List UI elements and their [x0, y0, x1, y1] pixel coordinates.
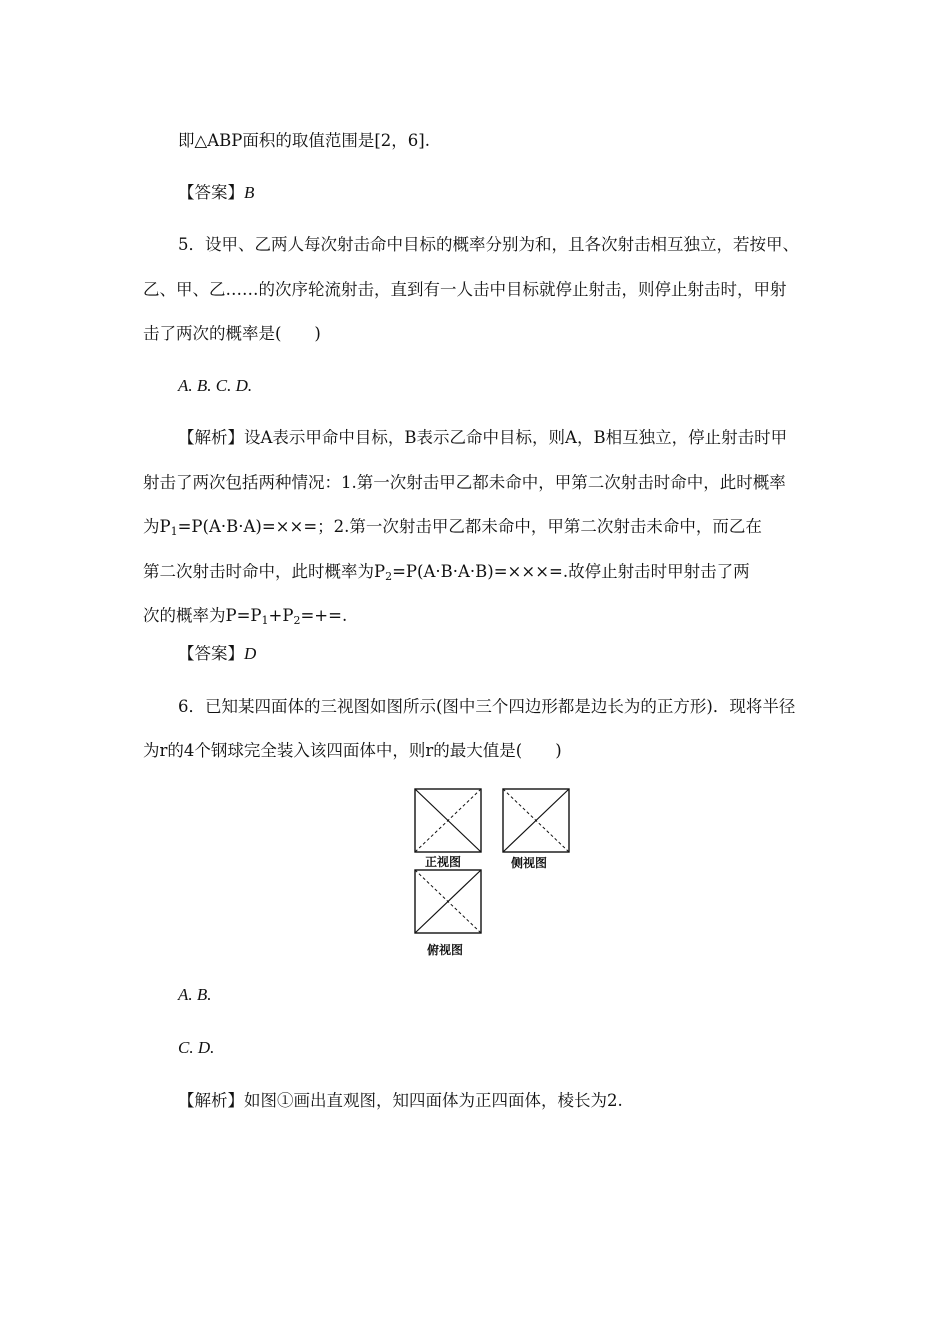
- answer-label: 【答案】: [178, 644, 244, 663]
- solution-label: 【解析】: [178, 428, 244, 447]
- top-view-label: 俯视图: [427, 943, 464, 957]
- subscript: 1: [170, 525, 178, 538]
- question-6-options-ab: A. B.: [178, 985, 212, 1004]
- question-6-options-cd: C. D.: [178, 1038, 215, 1057]
- text-segment: =P(A·B·A·B)=×××=.故停止射击时甲射击了两: [392, 562, 750, 581]
- solution-text: 如图①画出直观图，知四面体为正四面体，棱长为2.: [244, 1091, 623, 1110]
- answer-line: [178, 643, 256, 665]
- subscript: 2: [385, 570, 393, 583]
- solution-label: 【解析】: [178, 1091, 244, 1110]
- text-line: 即△ABP面积的取值范围是[2，6].: [178, 131, 430, 150]
- answer-value: B: [244, 183, 255, 202]
- solution-5-line-4: [143, 561, 750, 583]
- answer-label: 【答案】: [178, 183, 244, 202]
- text-segment: 次的概率为P=P: [143, 606, 262, 625]
- question-5-line-2: 乙、甲、乙……的次序轮流射击，直到有一人击中目标就停止射击，则停止射击时，甲射: [143, 280, 787, 299]
- text-segment: 第二次射击时命中，此时概率为P: [143, 562, 386, 581]
- top-view: [415, 870, 481, 957]
- text-segment: +P: [268, 606, 294, 625]
- three-view-figure: [410, 784, 590, 964]
- text-segment: =+=.: [300, 606, 348, 625]
- solution-5-line-1: [178, 427, 787, 449]
- text-segment: =P(A·B·A)=××=；2.第一次射击甲乙都未命中，甲第二次射击未命中，而乙在: [177, 517, 762, 536]
- question-6-line-1: 6．已知某四面体的三视图如图所示(图中三个四边形都是边长为的正方形)．现将半径: [178, 697, 796, 716]
- question-5-line-3: 击了两次的概率是( ): [143, 324, 321, 343]
- question-6-line-2: 为r的4个钢球完全装入该四面体中，则r的最大值是( ): [143, 741, 562, 760]
- subscript: 1: [261, 614, 269, 627]
- side-view-label: 侧视图: [511, 856, 548, 870]
- solution-5-line-5: [143, 605, 347, 627]
- solution-text: 设A表示甲命中目标，B表示乙命中目标，则A，B相互独立，停止射击时甲: [244, 428, 788, 447]
- solution-6-line-1: [178, 1090, 623, 1112]
- answer-line: [178, 182, 254, 204]
- answer-value: D: [244, 644, 257, 663]
- side-view: [503, 789, 569, 870]
- question-5-line-1: 5．设甲、乙两人每次射击命中目标的概率分别为和，且各次射击相互独立，若按甲、: [178, 235, 799, 254]
- text-segment: 为P: [143, 517, 171, 536]
- solution-5-line-2: 射击了两次包括两种情况：1.第一次射击甲乙都未命中，甲第二次射击时命中，此时概率: [143, 473, 786, 492]
- solution-5-line-3: [143, 516, 762, 538]
- subscript: 2: [293, 614, 301, 627]
- front-view-label: 正视图: [425, 855, 462, 869]
- question-5-options: A. B. C. D.: [178, 376, 253, 395]
- front-view: [415, 789, 481, 869]
